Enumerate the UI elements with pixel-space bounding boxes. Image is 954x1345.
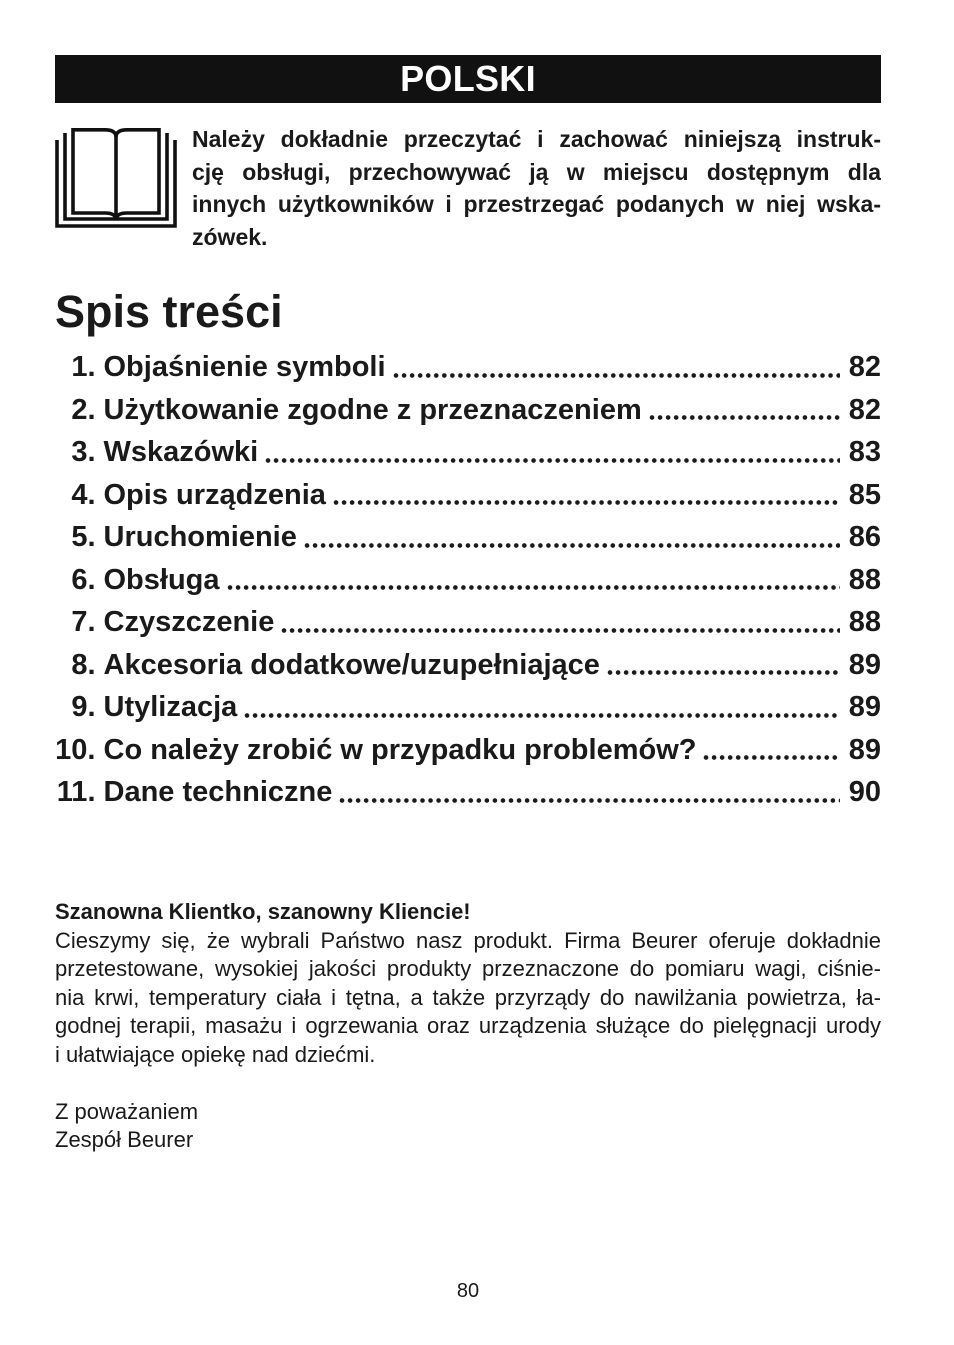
notice-line: Należy dokładnie przeczytać i zachować niniejszą instruk- bbox=[192, 126, 881, 152]
toc-entry bbox=[55, 729, 881, 772]
toc-entry-number: 9. bbox=[71, 691, 96, 723]
toc-entry-page: 88 bbox=[848, 563, 881, 596]
read-instructions-notice bbox=[192, 123, 881, 253]
letter-signature: Zespół Beurer bbox=[55, 1127, 194, 1152]
toc-entry-title: Objaśnienie symboli bbox=[103, 351, 386, 383]
toc-entry-title: Obsługa bbox=[103, 563, 220, 596]
toc-entry-title: Użytkowanie zgodne z przeznaczeniem bbox=[103, 393, 642, 426]
toc-entry-page: 83 bbox=[848, 436, 881, 468]
toc-entry-number: 7. bbox=[71, 606, 96, 638]
page-number: 80 bbox=[456, 1280, 480, 1302]
letter-body-line: i ułatwiające opiekę nad dziećmi. bbox=[55, 1041, 376, 1067]
toc-dot-leader bbox=[392, 346, 840, 389]
toc-entry-number: 11. bbox=[56, 776, 96, 808]
notice-line: innych użytkowników i przestrzegać podanych w niej wska- bbox=[192, 191, 881, 217]
toc-entry bbox=[55, 559, 881, 602]
toc-entry-title: Akcesoria dodatkowe/uzupełniające bbox=[103, 648, 600, 681]
toc-entry bbox=[55, 431, 881, 474]
notice-line: zówek. bbox=[192, 223, 268, 250]
paragraph-gap bbox=[55, 1069, 881, 1098]
toc-entry-page: 86 bbox=[848, 521, 881, 553]
letter-body-line: Cieszymy się, że wybrali Państwo nasz produkt. Firma Beurer oferuje dokładnie bbox=[55, 927, 881, 953]
letter-body-line: przetestowane, wysokiej jakości produkty przeznaczone do pomiaru wagi, ciśnie- bbox=[55, 956, 881, 981]
toc-dot-leader bbox=[338, 771, 839, 814]
toc-entry-number: 8. bbox=[71, 648, 96, 681]
notice-line: cję obsługi, przechowywać ją w miejscu dostępnym dla bbox=[192, 158, 881, 185]
toc-entry-page: 88 bbox=[848, 606, 881, 638]
toc-entry-page: 89 bbox=[848, 691, 881, 723]
toc-entry bbox=[55, 346, 881, 389]
toc-entry-page: 89 bbox=[848, 733, 881, 766]
toc-entry bbox=[55, 771, 881, 814]
toc-entry-number: 1. bbox=[71, 351, 96, 383]
toc-entry-title: Czyszczenie bbox=[103, 606, 275, 638]
toc-entry-page: 90 bbox=[848, 776, 881, 808]
toc-entry-title: Co należy zrobić w przypadku problemów? bbox=[103, 733, 697, 766]
toc-dot-leader bbox=[280, 601, 839, 644]
toc-entry-title: Dane techniczne bbox=[103, 776, 333, 808]
toc-entry bbox=[55, 474, 881, 517]
toc-entry-page: 89 bbox=[848, 648, 881, 681]
toc-entry-number: 2. bbox=[71, 393, 96, 426]
table-of-contents bbox=[55, 346, 881, 814]
letter-body-line: nia krwi, temperatury ciała i tętna, a także przyrządy do nawilżania powietrza, ła- bbox=[55, 984, 881, 1010]
toc-entry-title: Opis urządzenia bbox=[103, 478, 326, 511]
toc-entry bbox=[55, 389, 881, 432]
letter-greeting: Szanowna Klientko, szanowny Kliencie! bbox=[55, 899, 471, 924]
toc-entry-number: 3. bbox=[71, 436, 96, 468]
toc-entry-page: 85 bbox=[848, 478, 881, 511]
book-icon bbox=[55, 128, 177, 228]
toc-entry bbox=[55, 601, 881, 644]
toc-entry-title: Utylizacja bbox=[103, 691, 238, 723]
letter-body-line: godnej terapii, masażu i ogrzewania oraz urządzenia służące do pielęgnacji urody bbox=[55, 1013, 881, 1038]
toc-entry-title: Uruchomienie bbox=[103, 521, 297, 553]
toc-dot-leader bbox=[648, 389, 840, 432]
letter-closing: Z poważaniem bbox=[55, 1098, 199, 1124]
toc-entry-title: Wskazówki bbox=[103, 436, 259, 468]
toc-dot-leader bbox=[332, 474, 840, 517]
toc-entry bbox=[55, 516, 881, 559]
toc-entry-page: 82 bbox=[848, 351, 881, 383]
toc-entry-number: 4. bbox=[71, 478, 96, 511]
toc-entry-page: 82 bbox=[848, 393, 881, 426]
toc-dot-leader bbox=[264, 431, 840, 474]
toc-entry-number: 10. bbox=[55, 733, 96, 766]
toc-entry bbox=[55, 644, 881, 687]
toc-entry-number: 5. bbox=[71, 521, 96, 553]
language-header bbox=[55, 55, 881, 103]
toc-dot-leader bbox=[702, 729, 839, 772]
toc-heading: Spis treści bbox=[55, 286, 283, 337]
toc-dot-leader bbox=[303, 516, 840, 559]
customer-letter bbox=[55, 898, 881, 1155]
toc-dot-leader bbox=[606, 644, 840, 687]
toc-entry bbox=[55, 686, 881, 729]
toc-entry-number: 6. bbox=[71, 563, 96, 596]
toc-dot-leader bbox=[226, 559, 840, 602]
toc-dot-leader bbox=[243, 686, 839, 729]
language-label: POLSKI bbox=[400, 58, 536, 99]
